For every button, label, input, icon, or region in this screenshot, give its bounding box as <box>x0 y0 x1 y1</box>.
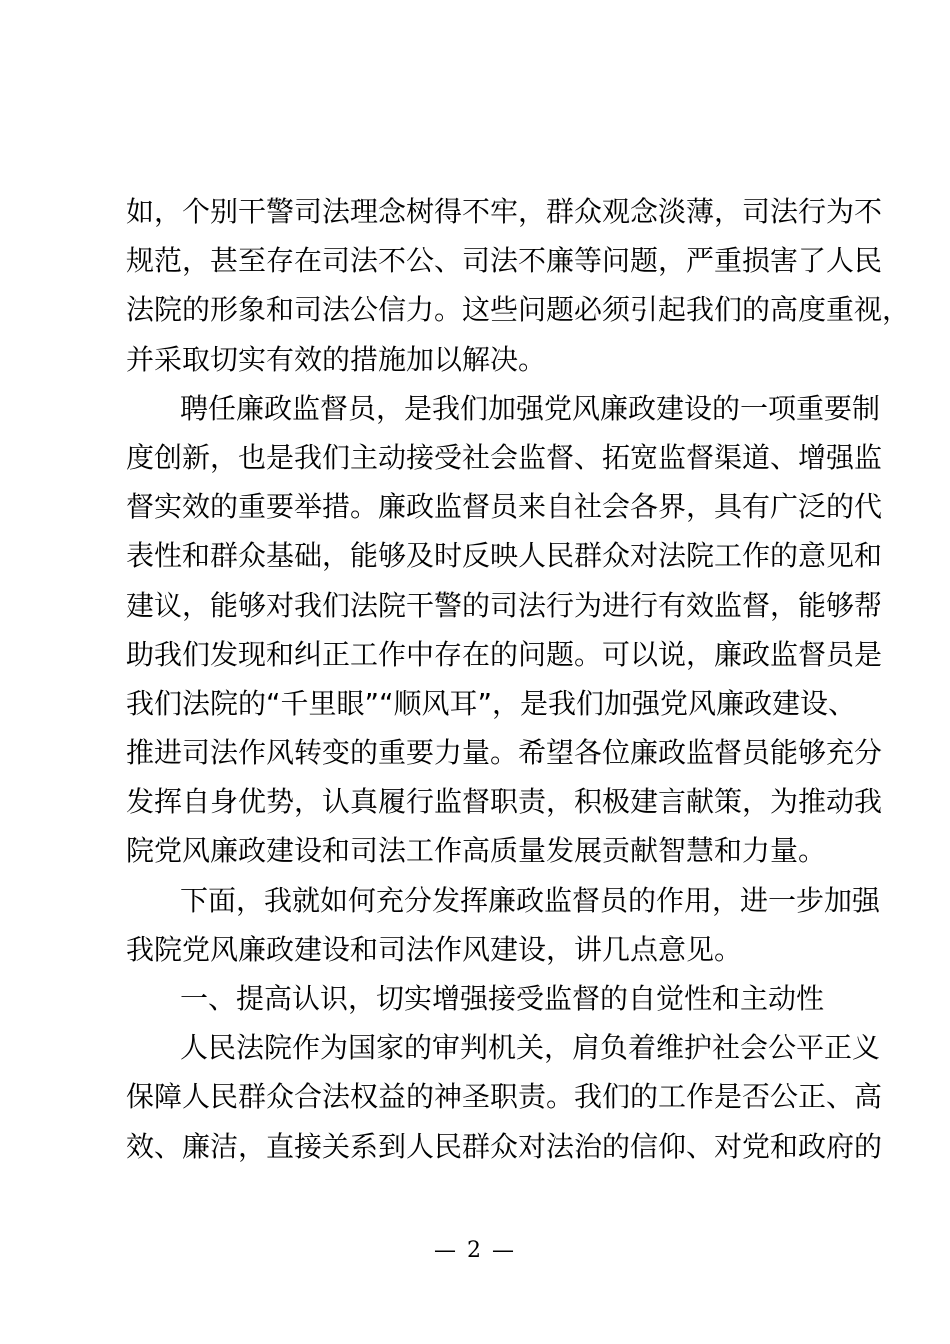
text-line: 效、廉洁，直接关系到人民群众对法治的信仰、对党和政府的 <box>126 1129 883 1163</box>
text-line: 并采取切实有效的措施加以解决。 <box>126 342 547 376</box>
text-line: 发挥自身优势，认真履行监督职责，积极建言献策，为推动我 <box>126 785 883 819</box>
paragraph-first-line: 人民法院作为国家的审判机关，肩负着维护社会公平正义 <box>180 1031 881 1065</box>
text-line: 督实效的重要举措。廉政监督员来自社会各界，具有广泛的代 <box>126 490 883 524</box>
page-body <box>126 187 911 1171</box>
text-line: 院党风廉政建设和司法工作高质量发展贡献智慧和力量。 <box>126 834 827 868</box>
text-line: 规范，甚至存在司法不公、司法不廉等问题，严重损害了人民 <box>126 244 883 278</box>
text-line: 我们法院的“千里眼”“顺风耳”，是我们加强党风廉政建设、 <box>126 686 857 720</box>
page-number: — 2 — <box>434 1238 516 1263</box>
text-line: 表性和群众基础，能够及时反映人民群众对法院工作的意见和 <box>126 539 883 573</box>
text-line: 推进司法作风转变的重要力量。希望各位廉政监督员能够充分 <box>126 736 883 770</box>
text-line: 度创新，也是我们主动接受社会监督、拓宽监督渠道、增强监 <box>126 440 883 474</box>
text-line: 建议，能够对我们法院干警的司法行为进行有效监督，能够帮 <box>126 588 883 622</box>
text-line: 法院的形象和司法公信力。这些问题必须引起我们的高度重视， <box>126 293 911 327</box>
text-line: 保障人民群众合法权益的神圣职责。我们的工作是否公正、高 <box>126 1080 883 1114</box>
text-line: 我院党风廉政建设和司法作风建设，讲几点意见。 <box>126 932 743 966</box>
section-heading: 一、提高认识，切实增强接受监督的自觉性和主动性 <box>180 982 825 1015</box>
text-line: 助我们发现和纠正工作中存在的问题。可以说，廉政监督员是 <box>126 637 883 671</box>
text-line: 如，个别干警司法理念树得不牢，群众观念淡薄，司法行为不 <box>126 195 883 228</box>
paragraph-first-line: 聘任廉政监督员，是我们加强党风廉政建设的一项重要制 <box>180 391 881 425</box>
paragraph-first-line: 下面，我就如何充分发挥廉政监督员的作用，进一步加强 <box>180 883 881 917</box>
